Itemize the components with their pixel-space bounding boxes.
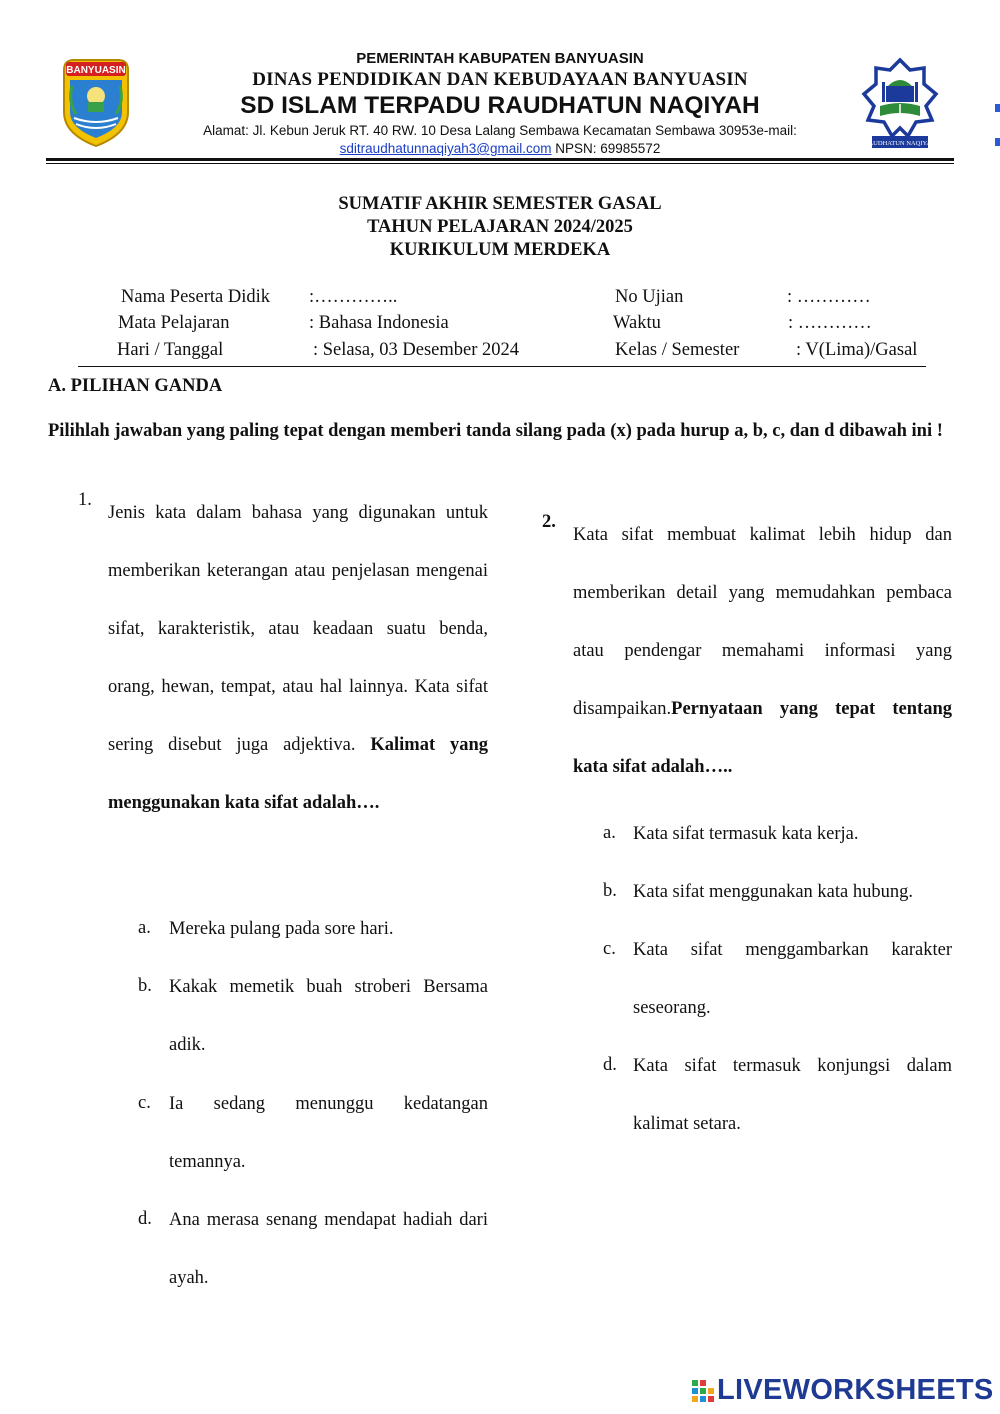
school-name: SD ISLAM TERPADU RAUDHATUN NAQIYAH [240,92,760,119]
npsn-text: NPSN: 69985572 [551,141,661,156]
info-divider [78,366,926,367]
option-letter: a. [138,918,151,938]
option-letter: c. [138,1093,151,1113]
answer-option-2b[interactable]: Kata sifat menggunakan kata hubung. [633,882,913,902]
question-prompt: Kalimat yang menggunakan kata sifat adalah…. [108,735,488,813]
option-letter: d. [138,1209,152,1229]
department-name: DINAS PENDIDIKAN DAN KEBUDAYAAN BANYUASIN [252,69,748,90]
answer-option-2a[interactable]: Kata sifat termasuk kata kerja. [633,824,859,844]
student-name-field[interactable]: :………….. [309,287,398,307]
subject-label: Mata Pelajaran [118,313,230,333]
question-prompt: Pernyataan yang tepat tentang kata sifat adalah….. [573,699,952,777]
email-npsn-line [0,141,1000,156]
government-name: PEMERINTAH KABUPATEN BANYUASIN [356,50,644,67]
student-name-label: Nama Peserta Didik [121,287,270,307]
question-stem: Jenis kata dalam bahasa yang digunakan untuk memberikan keterangan atau penjelasan mengenai sifat, karakteristik, atau keadaan suatu benda, orang, hewan, tempat, atau hal lainnya. Kata sifat sering disebut juga adjektiva. [108,503,488,755]
question-2-text [573,506,952,796]
email-link[interactable]: sditraudhatunnaqiyah3@gmail.com [339,141,552,156]
liveworksheets-icon [692,1376,714,1404]
instruction-text: Pilihlah jawaban yang paling tepat dengan memberi tanda silang pada (x) pada hurup a, b, c, dan d dibawah ini ! [48,421,943,441]
time-label: Waktu [613,313,661,333]
brand-text: LIVEWORKSHEETS [717,1373,994,1406]
option-letter: a. [603,823,616,843]
time-field[interactable]: : ………… [788,313,872,333]
question-stem: Kata sifat membuat kalimat lebih hidup dan memberikan detail yang memudahkan pembaca atau pendengar memahami informasi yang disampaikan. [573,525,952,719]
option-letter: d. [603,1055,617,1075]
option-letter: b. [603,881,617,901]
page-edge-mark [995,104,1000,148]
class-semester-label: Kelas / Semester [615,340,740,360]
school-logo [858,56,942,152]
question-number: 2. [542,512,556,532]
liveworksheets-brand[interactable] [692,1372,994,1408]
date-value: : Selasa, 03 Desember 2024 [313,340,520,360]
curriculum: KURIKULUM MERDEKA [389,240,611,260]
subject-value: : Bahasa Indonesia [309,313,449,333]
option-letter: c. [603,939,616,959]
exam-number-label: No Ujian [615,287,684,307]
answer-option-1a[interactable]: Mereka pulang pada sore hari. [169,919,394,939]
date-label: Hari / Tanggal [117,340,224,360]
svg-text:RAUDHATUN NAQIYAH: RAUDHATUN NAQIYAH [864,140,936,147]
class-semester-value: : V(Lima)/Gasal [796,340,918,360]
answer-option-2c[interactable]: Kata sifat menggambarkan karakter seseorang. [633,940,952,1018]
exam-title: SUMATIF AKHIR SEMESTER GASAL [338,194,662,214]
svg-text:BANYUASIN: BANYUASIN [66,65,126,76]
section-heading: A. PILIHAN GANDA [48,376,223,396]
option-letter: b. [138,976,152,996]
answer-option-1d[interactable]: Ana merasa senang mendapat hadiah dari ayah. [169,1210,488,1288]
academic-year: TAHUN PELAJARAN 2024/2025 [367,217,633,237]
letterhead-rule-thick [46,158,954,161]
question-1-text [108,484,488,832]
question-number: 1. [78,490,92,510]
answer-option-1b[interactable]: Kakak memetik buah stroberi Bersama adik. [169,977,488,1055]
letterhead-rule-thin [46,163,954,164]
school-address: Alamat: Jl. Kebun Jeruk RT. 40 RW. 10 Desa Lalang Sembawa Kecamatan Sembawa 30953e-mail: [203,123,797,138]
answer-option-1c[interactable]: Ia sedang menunggu kedatangan temannya. [169,1094,488,1172]
exam-number-field[interactable]: : ………… [787,287,871,307]
answer-option-2d[interactable]: Kata sifat termasuk konjungsi dalam kalimat setara. [633,1056,952,1134]
